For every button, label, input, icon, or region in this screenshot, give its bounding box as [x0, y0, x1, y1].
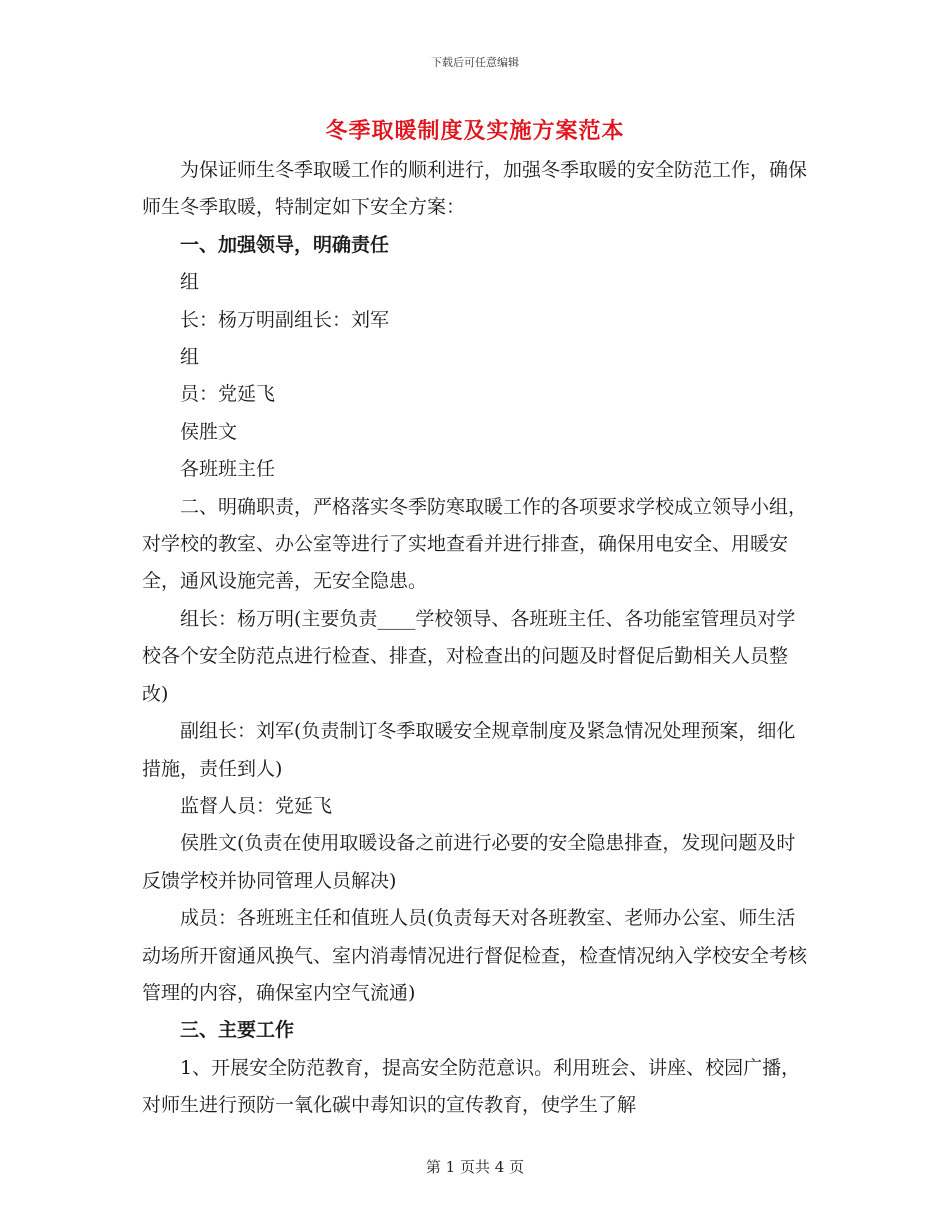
paragraph: 二、明确职责，严格落实冬季防寒取暖工作的各项要求学校成立领导小组，对学校的教室、办公室等进行了实地查看并进行排查，确保用电安全、用暖安全，通风设施完善，无安全隐患。	[142, 495, 808, 593]
paragraph: 各班班主任	[180, 458, 276, 481]
document-title: 冬季取暖制度及实施方案范本	[325, 118, 625, 144]
page-footer: 第 1 页共 4 页	[425, 1158, 525, 1176]
paragraph: 组	[180, 346, 200, 369]
section-heading: 三、主要工作	[180, 1019, 295, 1042]
paragraph: 为保证师生冬季取暖工作的顺利进行，加强冬季取暖的安全防范工作，确保师生冬季取暖，特制定如下安全方案：	[142, 159, 808, 219]
paragraph: 组	[180, 271, 200, 294]
paragraph: 侯胜文	[180, 420, 238, 443]
document-body	[142, 152, 812, 1125]
paragraph: 侯胜文(负责在使用取暖设备之前进行必要的安全隐患排查，发现问题及时反馈学校并协同管理人员解决)	[142, 832, 796, 892]
paragraph: 1、开展安全防范教育，提高安全防范意识。利用班会、讲座、校园广播，对师生进行预防一氧化碳中毒知识的宣传教育，使学生了解	[142, 1056, 801, 1117]
paragraph: 成员：各班班主任和值班人员(负责每天对各班教室、老师办公室、师生活动场所开窗通风换气、室内消毒情况进行督促检查，检查情况纳入学校安全考核管理的内容，确保室内空气流通)	[142, 907, 808, 1004]
paragraph: 组长：杨万明(主要负责____学校领导、各班班主任、各功能室管理员对学校各个安全防范点进行检查、排查，对检查出的问题及时督促后勤相关人员整改)	[142, 607, 796, 705]
paragraph: 监督人员：党延飞	[180, 794, 333, 817]
header-note: 下载后可任意编辑	[431, 56, 519, 69]
paragraph: 副组长：刘军(负责制订冬季取暖安全规章制度及紧急情况处理预案，细化措施，责任到人)	[142, 720, 796, 780]
section-heading: 一、加强领导，明确责任	[180, 233, 390, 256]
paragraph: 员：党延飞	[180, 383, 276, 406]
paragraph: 长：杨万明副组长：刘军	[180, 308, 390, 331]
